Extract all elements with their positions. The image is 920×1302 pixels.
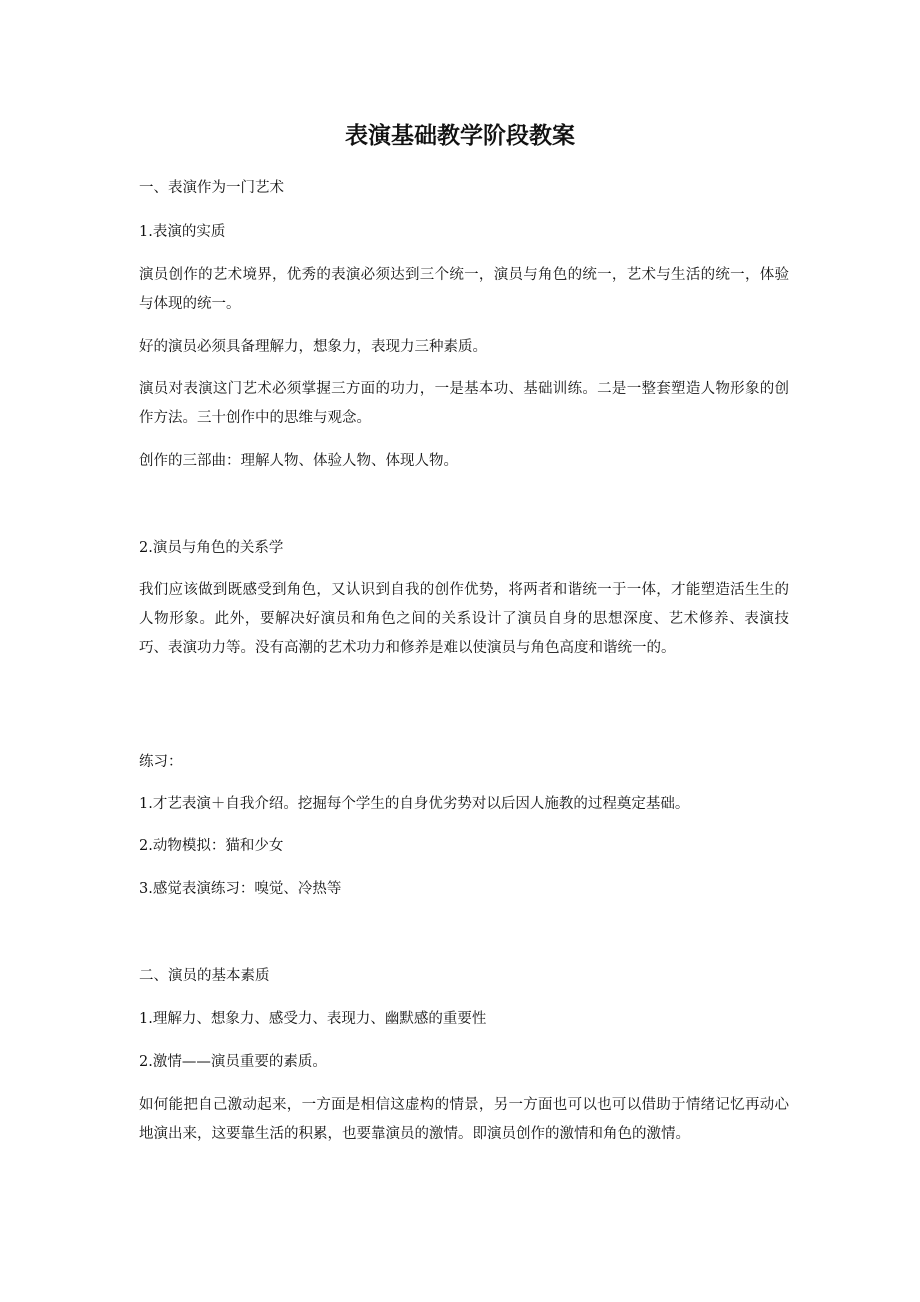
- exercises-heading: 练习：: [139, 754, 183, 770]
- paragraph: 演员创作的艺术境界，优秀的表演必须达到三个统一，演员与角色的统一，艺术与生活的统一，体验与体现的统一。: [139, 267, 789, 312]
- paragraph: 创作的三部曲：理解人物、体验人物、体现人物。: [139, 453, 458, 469]
- subsection-heading-1-2: 2.演员与角色的关系学: [139, 540, 284, 556]
- document-title: 表演基础教学阶段教案: [345, 123, 575, 149]
- paragraph: 如何能把自己激动起来，一方面是相信这虚构的情景，另一方面也可以也可以借助于情绪记忆再动心地演出来，这要靠生活的积累，也要靠演员的激情。即演员创作的激情和角色的激情。: [139, 1097, 789, 1142]
- paragraph: 演员对表演这门艺术必须掌握三方面的功力，一是基本功、基础训练。二是一整套塑造人物形象的创作方法。三十创作中的思维与观念。: [139, 381, 789, 426]
- list-item: 1.理解力、想象力、感受力、表现力、幽默感的重要性: [139, 1011, 487, 1027]
- subsection-heading-1-1: 1.表演的实质: [139, 224, 226, 240]
- exercise-item: 3.感觉表演练习：嗅觉、冷热等: [139, 881, 342, 897]
- list-item: 2.激情——演员重要的素质。: [139, 1054, 327, 1070]
- exercise-item: 2.动物模拟：猫和少女: [139, 838, 284, 854]
- section-heading-2: 二、演员的基本素质: [139, 968, 270, 984]
- paragraph: 我们应该做到既感受到角色，又认识到自我的创作优势，将两者和谐统一于一体，才能塑造活生生的人物形象。此外，要解决好演员和角色之间的关系设计了演员自身的思想深度、艺术修养、表演技巧、表演功力等。没有高潮的艺术功力和修养是难以使演员与角色高度和谐统一的。: [139, 582, 789, 656]
- section-heading-1: 一、表演作为一门艺术: [139, 180, 284, 196]
- paragraph: 好的演员必须具备理解力，想象力，表现力三种素质。: [139, 339, 487, 355]
- exercise-item: 1.才艺表演＋自我介绍。挖掘每个学生的自身优劣势对以后因人施教的过程奠定基础。: [139, 796, 690, 812]
